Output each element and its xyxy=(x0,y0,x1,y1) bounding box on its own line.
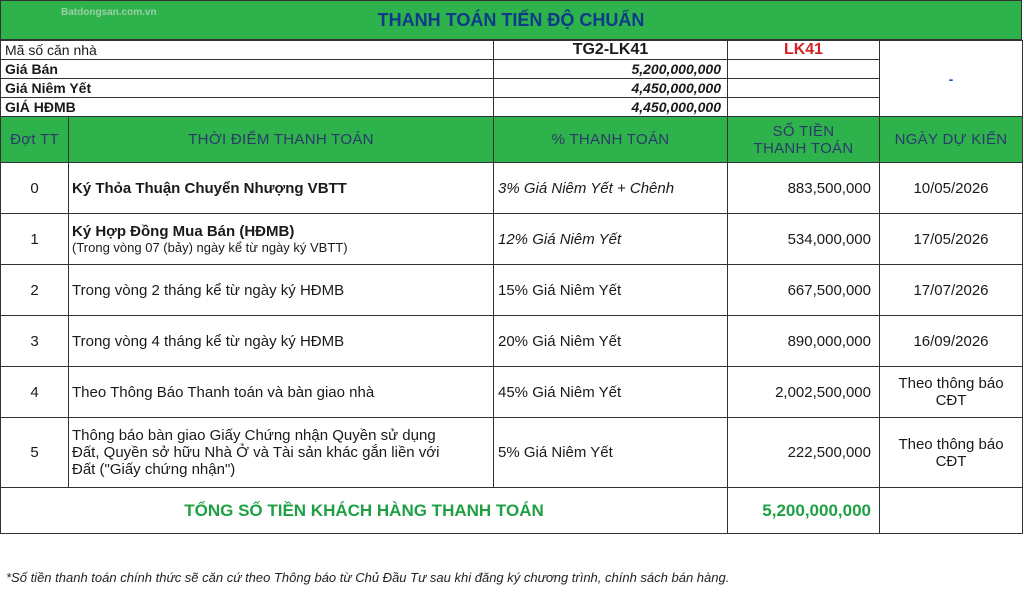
ma-so-short: LK41 xyxy=(728,41,880,60)
row-pct: 5% Giá Niêm Yết xyxy=(494,418,728,488)
info-row-gia-ban xyxy=(1,60,1023,79)
row-pct: 3% Giá Niêm Yết + Chênh xyxy=(494,163,728,214)
row-desc: Trong vòng 4 tháng kể từ ngày ký HĐMB xyxy=(69,316,494,367)
info-row-ma-so xyxy=(1,41,1023,60)
row-amount: 534,000,000 xyxy=(728,214,880,265)
table-row xyxy=(1,265,1023,316)
row-amount: 667,500,000 xyxy=(728,265,880,316)
gia-hdmb-value: 4,450,000,000 xyxy=(494,98,728,117)
row-desc-main: Ký Hợp Đồng Mua Bán (HĐMB) xyxy=(72,223,295,240)
row-desc-line1: Thông báo bàn giao Giấy Chứng nhận Quyền sử dụng xyxy=(72,427,436,444)
total-row xyxy=(1,488,1023,534)
row-dot: 5 xyxy=(1,418,69,488)
gia-niem-yet-spacer xyxy=(728,79,880,98)
row-pct: 20% Giá Niêm Yết xyxy=(494,316,728,367)
header-thoi-diem: THỜI ĐIỂM THANH TOÁN xyxy=(69,117,494,163)
row-amount: 2,002,500,000 xyxy=(728,367,880,418)
row-date xyxy=(880,418,1023,488)
row-amount: 883,500,000 xyxy=(728,163,880,214)
row-desc: Theo Thông Báo Thanh toán và bàn giao nhà xyxy=(69,367,494,418)
table-row xyxy=(1,418,1023,488)
table-row xyxy=(1,214,1023,265)
gia-hdmb-label: GIÁ HĐMB xyxy=(1,98,494,117)
total-value: 5,200,000,000 xyxy=(728,488,880,534)
table-row xyxy=(1,367,1023,418)
footnote: *Số tiền thanh toán chính thức sẽ căn cứ theo Thông báo từ Chủ Đầu Tư sau khi đăng ký chương trình, chính sách bán hàng. xyxy=(6,570,730,585)
row-pct: 15% Giá Niêm Yết xyxy=(494,265,728,316)
header-ngay: NGÀY DỰ KIẾN xyxy=(880,117,1023,163)
row-date: 10/05/2026 xyxy=(880,163,1023,214)
row-desc: Trong vòng 2 tháng kể từ ngày ký HĐMB xyxy=(69,265,494,316)
row-date-line1: Theo thông báo xyxy=(898,435,1004,453)
total-spacer xyxy=(880,488,1023,534)
header-dot: Đợt TT xyxy=(1,117,69,163)
header-so-tien-line1: SỐ TIỀN xyxy=(772,122,835,140)
gia-hdmb-spacer xyxy=(728,98,880,117)
watermark: Batdongsan.com.vn xyxy=(61,7,157,18)
row-dot: 0 xyxy=(1,163,69,214)
page-title xyxy=(0,0,1022,40)
gia-niem-yet-label: Giá Niêm Yết xyxy=(1,79,494,98)
info-row-gia-hdmb xyxy=(1,98,1023,117)
row-desc xyxy=(69,418,494,488)
row-dot: 3 xyxy=(1,316,69,367)
gia-ban-value: 5,200,000,000 xyxy=(494,60,728,79)
row-date-line1: Theo thông báo xyxy=(898,375,1004,392)
table-header xyxy=(1,117,1023,163)
payment-table xyxy=(0,40,1023,534)
info-row-gia-niem-yet xyxy=(1,79,1023,98)
row-date-line2: CĐT xyxy=(935,452,967,470)
header-so-tien xyxy=(728,117,880,163)
row-date: 17/05/2026 xyxy=(880,214,1023,265)
row-dot: 1 xyxy=(1,214,69,265)
table-row xyxy=(1,316,1023,367)
row-desc xyxy=(69,163,494,214)
row-desc-line3: Đất ("Giấy chứng nhận") xyxy=(72,461,236,478)
row-desc xyxy=(69,214,494,265)
row-date xyxy=(880,367,1023,418)
title-text: THANH TOÁN TIẾN ĐỘ CHUẨN xyxy=(377,9,645,30)
row-desc-line2: Đất, Quyền sở hữu Nhà Ở và Tài sản khác gắn liền với xyxy=(72,444,440,461)
row-date-line2: CĐT xyxy=(935,392,967,409)
gia-niem-yet-value: 4,450,000,000 xyxy=(494,79,728,98)
row-desc-main: Ký Thỏa Thuận Chuyển Nhượng VBTT xyxy=(72,179,347,197)
header-phan-tram: % THANH TOÁN xyxy=(494,117,728,163)
row-desc-sub: (Trong vòng 07 (bảy) ngày kể từ ngày ký VBTT) xyxy=(72,240,348,255)
row-pct: 12% Giá Niêm Yết xyxy=(494,214,728,265)
side-value: - xyxy=(880,41,1023,117)
header-so-tien-line2: THANH TOÁN xyxy=(753,139,854,157)
gia-ban-spacer xyxy=(728,60,880,79)
total-label: TỔNG SỐ TIỀN KHÁCH HÀNG THANH TOÁN xyxy=(1,488,728,534)
row-dot: 2 xyxy=(1,265,69,316)
row-amount: 222,500,000 xyxy=(728,418,880,488)
ma-so-value: TG2-LK41 xyxy=(494,41,728,60)
gia-ban-label: Giá Bán xyxy=(1,60,494,79)
row-date: 17/07/2026 xyxy=(880,265,1023,316)
row-dot: 4 xyxy=(1,367,69,418)
table-row xyxy=(1,163,1023,214)
row-amount: 890,000,000 xyxy=(728,316,880,367)
row-pct: 45% Giá Niêm Yết xyxy=(494,367,728,418)
ma-so-label: Mã số căn nhà xyxy=(1,41,494,60)
row-date: 16/09/2026 xyxy=(880,316,1023,367)
